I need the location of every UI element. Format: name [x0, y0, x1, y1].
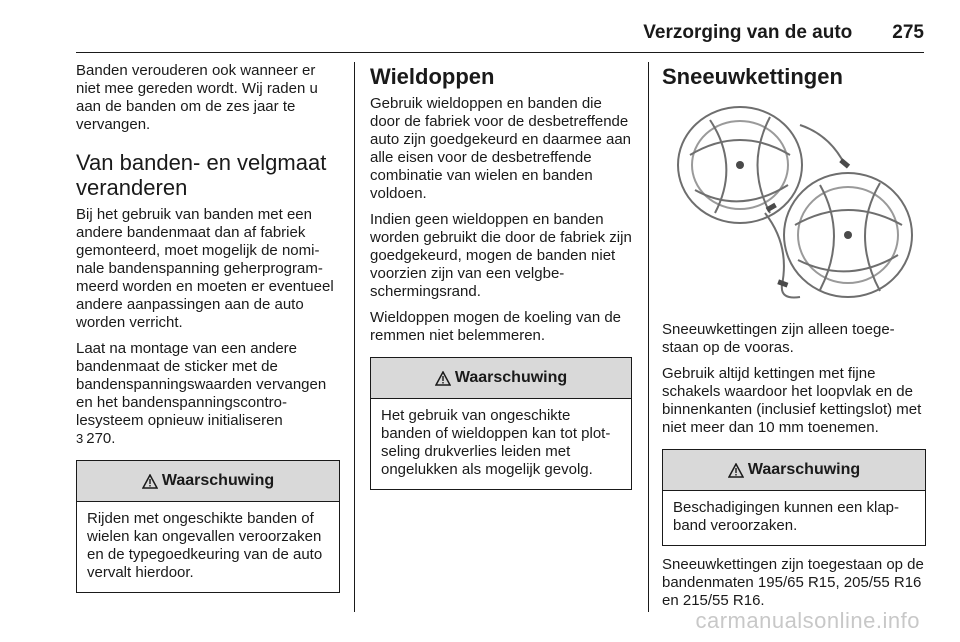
warning-triangle-icon — [728, 463, 744, 478]
paragraph: Sneeuwkettingen zijn alleen toegestaan op de vooras. — [662, 321, 895, 356]
warning-title: Waarschuwing — [161, 472, 275, 489]
warning-header — [371, 358, 631, 399]
page-number: 275 — [892, 22, 924, 43]
paragraph: Wieldoppen mogen de koeling van de remmen niet belemmeren. — [370, 309, 622, 344]
column-3 — [662, 62, 926, 618]
warning-box — [662, 449, 926, 546]
warning-title: Waarschuwing — [747, 461, 861, 478]
warning-triangle-icon — [435, 371, 451, 386]
warning-text: Het gebruik van ongeschikte banden of wieldoppen kan tot plotseling drukverlies leiden met ongelukken als mogelijk gevolg. — [381, 407, 611, 478]
warning-box — [370, 357, 632, 490]
warning-text: Rijden met ongeschikte banden of wielen kan ongevallen veroorzaken en de typegoedkeuring van de auto vervalt hierdoor. — [87, 510, 323, 581]
section-heading: Wieldoppen — [370, 64, 495, 89]
paragraph: Indien geen wieldoppen en banden worden gebruikt die door de fabriek zijn goedgekeurd, mogen de banden niet voorzien zijn van een velgbeschermingsrand. — [370, 211, 632, 300]
reference-arrow-icon: 3 — [76, 431, 84, 446]
warning-triangle-icon — [142, 474, 158, 489]
intro-paragraph: Banden verouderen ook wanneer er niet mee gereden wordt. Wij raden u aan de banden om de zes jaar te vervangen. — [76, 62, 318, 133]
warning-header — [77, 461, 339, 502]
column-divider — [648, 62, 649, 612]
warning-title: Waarschuwing — [454, 369, 568, 386]
column-divider — [354, 62, 355, 612]
paragraph: Gebruik altijd kettingen met fijne schakels waardoor het loopvlak en de binnenkanten (inclusief kettingslot) met niet meer dan 10 mm toenemen. — [662, 365, 922, 436]
section-heading: Van banden- en velgmaat veranderen — [76, 150, 327, 200]
section-title: Verzorging van de auto — [643, 22, 853, 43]
paragraph: Gebruik wieldoppen en banden die door de fabriek voor de desbetreffende auto zijn goedgekeurd en daarmee aan alle eisen voor de desbetreffende combinatie van wielen en banden voldoen. — [370, 95, 632, 202]
warning-header — [663, 450, 925, 491]
column-1 — [76, 62, 340, 603]
section-heading: Sneeuwkettingen — [662, 64, 843, 89]
column-2 — [370, 62, 632, 500]
snow-chains-illustration — [670, 95, 920, 307]
warning-box — [76, 460, 340, 593]
paragraph: Sneeuwkettingen zijn toegestaan op de bandenmaten 195/65 R15, 205/55 R16 en 215/55 R16. — [662, 556, 924, 609]
header-rule — [76, 52, 924, 53]
paragraph — [76, 340, 340, 448]
paragraph: Bij het gebruik van banden met een andere bandenmaat dan af fabriek gemonteerd, moet mogelijk de nominale bandenspanning geherprogrammeerd worden en moeten er eventueel andere aanpassingen aan de auto worden verricht. — [76, 206, 334, 331]
page-header — [76, 22, 924, 52]
warning-text: Beschadigingen kunnen een klapband veroorzaken. — [673, 499, 900, 534]
page-reference[interactable]: 270. — [86, 430, 116, 447]
paragraph-text: Laat na montage van een andere bandenmaat de sticker met de bandenspanningswaarden vervangen en het bandenspanningscontrolesysteem opnieuw initialiseren — [76, 340, 327, 429]
watermark: carmanualsonline.info — [695, 608, 920, 633]
